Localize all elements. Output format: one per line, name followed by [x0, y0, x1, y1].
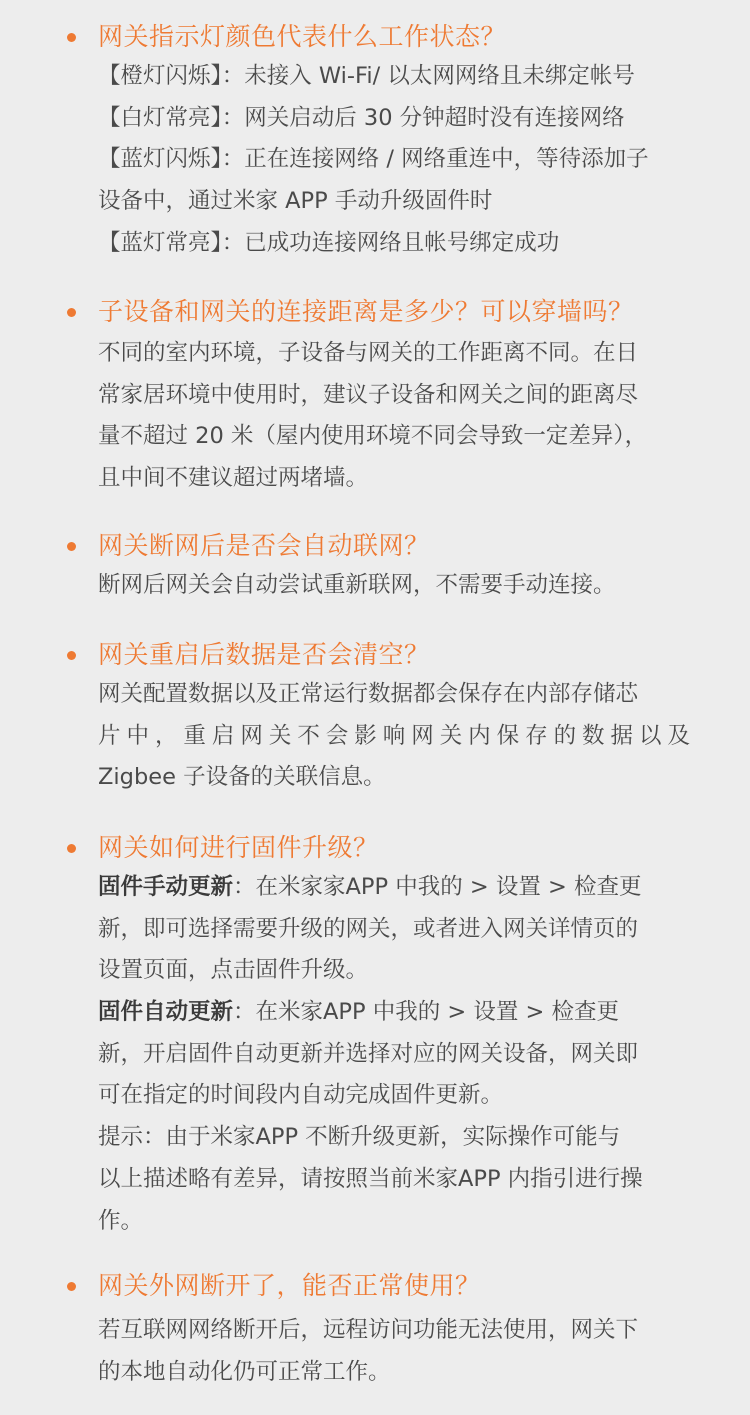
faq-question: 子设备和网关的连接距离是多少？可以穿墙吗？: [98, 297, 634, 326]
answer-line: 网关配置数据以及正常运行数据都会保存在内部存储芯: [98, 681, 639, 707]
faq-answer: [98, 867, 690, 1242]
answer-line: [98, 867, 690, 909]
answer-line: 新，即可选择需要升级的网关，或者进入网关详情页的: [98, 915, 639, 942]
faq-answer: [98, 1310, 690, 1393]
bullet-dot: [67, 33, 76, 42]
answer-line: [98, 992, 690, 1034]
answer-line: 可在指定的时间段内自动完成固件更新。: [98, 1082, 504, 1109]
faq-question: 网关外网断开了，能否正常使用？: [98, 1271, 481, 1300]
answer-line: 常家居环境中使用时，建议子设备和网关之间的距离尽: [98, 381, 639, 408]
answer-line: 量不超过 20 米（屋内使用环境不同会导致一定差异），: [98, 423, 648, 450]
faq-answer: [98, 56, 690, 264]
auto-update-label: 固件自动更新: [98, 999, 234, 1026]
manual-update-label: 固件手动更新: [98, 874, 234, 900]
answer-line: 且中间不建议超过两堵墙。: [98, 465, 369, 492]
bullet-dot: [67, 844, 76, 853]
bullet-dot: [67, 542, 76, 551]
faq-question: 网关断网后是否会自动联网？: [98, 531, 430, 560]
tip-line: 作。: [98, 1207, 144, 1234]
answer-line: 新，开启固件自动更新并选择对应的网关设备，网关即: [98, 1040, 639, 1067]
answer-line: 【蓝灯闪烁】：正在连接网络 / 网络重连中，等待添加子: [98, 146, 649, 173]
tip-line: 以上描述略有差异，请按照当前米家APP 内指引进行操: [98, 1165, 643, 1192]
faq-answer: [98, 333, 690, 500]
answer-line: 设置页面，点击固件升级。: [98, 957, 369, 984]
bullet-dot: [67, 1282, 76, 1291]
faq-question: 网关指示灯颜色代表什么工作状态？: [98, 22, 507, 51]
faq-answer: [98, 674, 690, 799]
tip-line: 提示：由于米家APP 不断升级更新，实际操作可能与: [98, 1124, 621, 1151]
answer-text: ：在米家APP 中我的 > 设置 > 检查更: [233, 999, 620, 1026]
bullet-dot: [67, 651, 76, 660]
answer-text: ：在米家家APP 中我的 > 设置 > 检查更: [233, 874, 642, 900]
answer-line: 断网后网关会自动尝试重新联网，不需要手动连接。: [98, 572, 616, 598]
answer-line: 【蓝灯常亮】：已成功连接网络且帐号绑定成功: [98, 229, 560, 256]
answer-line: 的本地自动化仍可正常工作。: [98, 1358, 391, 1385]
answer-line: 片中，重启网关不会影响网关内保存的数据以及: [98, 722, 690, 749]
answer-line: 不同的室内环境，子设备与网关的工作距离不同。在日: [98, 340, 639, 366]
faq-question: 网关如何进行固件升级？: [98, 833, 379, 862]
answer-line: 设备中，通过米家 APP 手动升级固件时: [98, 188, 493, 215]
faq-answer: [98, 565, 690, 607]
answer-line: 【白灯常亮】：网关启动后 30 分钟超时没有连接网络: [98, 104, 625, 131]
bullet-dot: [67, 308, 76, 317]
answer-line: 【橙灯闪烁】：未接入 Wi-Fi/ 以太网网络且未绑定帐号: [98, 63, 635, 89]
answer-line: 若互联网网络断开后，远程访问功能无法使用，网关下: [98, 1317, 639, 1343]
faq-question: 网关重启后数据是否会清空？: [98, 640, 430, 669]
answer-line: Zigbee 子设备的关联信息。: [98, 764, 386, 791]
